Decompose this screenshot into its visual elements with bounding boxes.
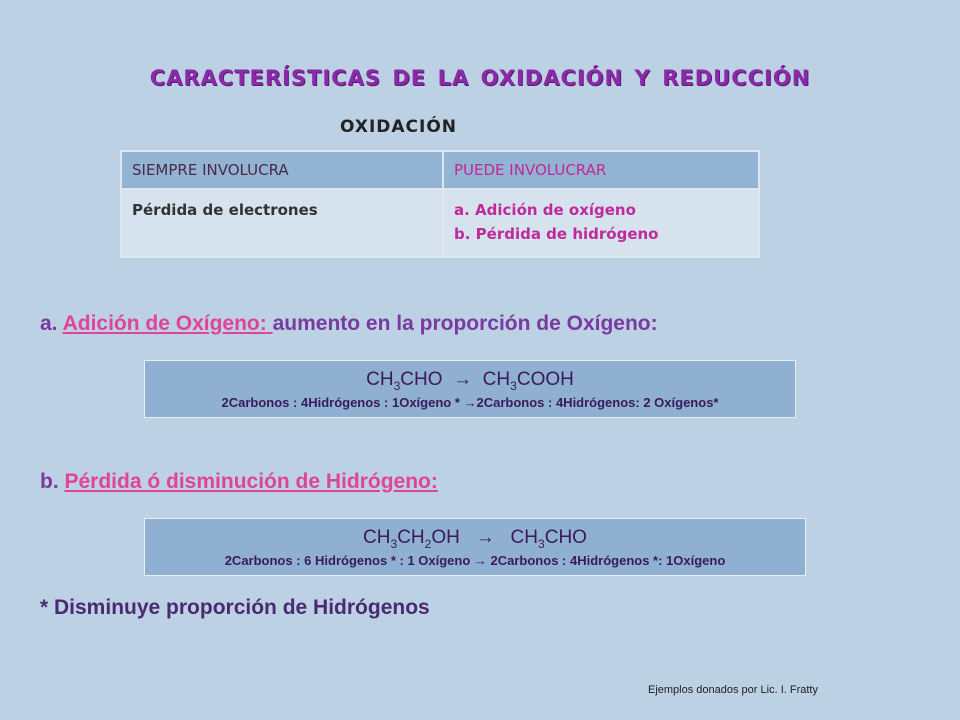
formula-b-right: $CH_3CHO$ xyxy=(510,527,587,551)
oxidation-table xyxy=(120,150,760,258)
section-subtitle: oxidación xyxy=(340,110,458,138)
ratio-a: 2Carbonos : 4Hidrógenos : 1Oxígeno * →2Carbonos : 4Hidrógenos: 2 Oxígenos* xyxy=(221,394,719,410)
formula-b xyxy=(145,519,805,551)
cell-can xyxy=(443,189,759,257)
cell-always: Pérdida de electrones xyxy=(121,189,443,257)
section-a-label: Adición de Oxígeno: xyxy=(62,312,273,335)
credit-text: Ejemplos donados por Lic. I. Fratty xyxy=(648,684,818,696)
table-header-row xyxy=(121,151,759,189)
section-a-prefix: a. xyxy=(40,312,63,335)
table-row xyxy=(121,189,759,257)
section-b-label: Pérdida ó disminución de Hidrógeno: xyxy=(64,470,438,493)
section-a-rest: aumento en la proporción de Oxígeno: xyxy=(272,312,658,335)
section-a-heading xyxy=(40,312,658,336)
can-item-a: a. Adición de oxígeno xyxy=(454,201,636,219)
formula-a-right: $CH_3COOH$ xyxy=(482,369,574,393)
reaction-arrow-icon: → xyxy=(453,369,473,390)
formula-box-a xyxy=(144,360,796,418)
formula-b-left: $CH_3CH_2OH$ xyxy=(363,527,460,551)
reaction-arrow-icon: → xyxy=(475,527,495,548)
section-b-prefix: b. xyxy=(40,470,65,493)
ratio-b: 2Carbonos : 6 Hidrógenos * : 1 Oxígeno → 2Carbonos : 4Hidrógenos *: 1Oxígeno xyxy=(224,552,726,568)
formula-a-left: $CH_3CHO$ xyxy=(366,369,443,393)
section-b-heading xyxy=(40,470,438,494)
formula-box-b xyxy=(144,518,806,576)
page-title: características de la oxidación y reducción xyxy=(149,58,811,93)
formula-a xyxy=(145,361,795,393)
header-always: SIEMPRE INVOLUCRA xyxy=(121,151,443,189)
header-can: PUEDE INVOLUCRAR xyxy=(443,151,759,189)
footnote: * Disminuye proporción de Hidrógenos xyxy=(40,596,430,619)
can-item-b: b. Pérdida de hidrógeno xyxy=(454,225,659,243)
